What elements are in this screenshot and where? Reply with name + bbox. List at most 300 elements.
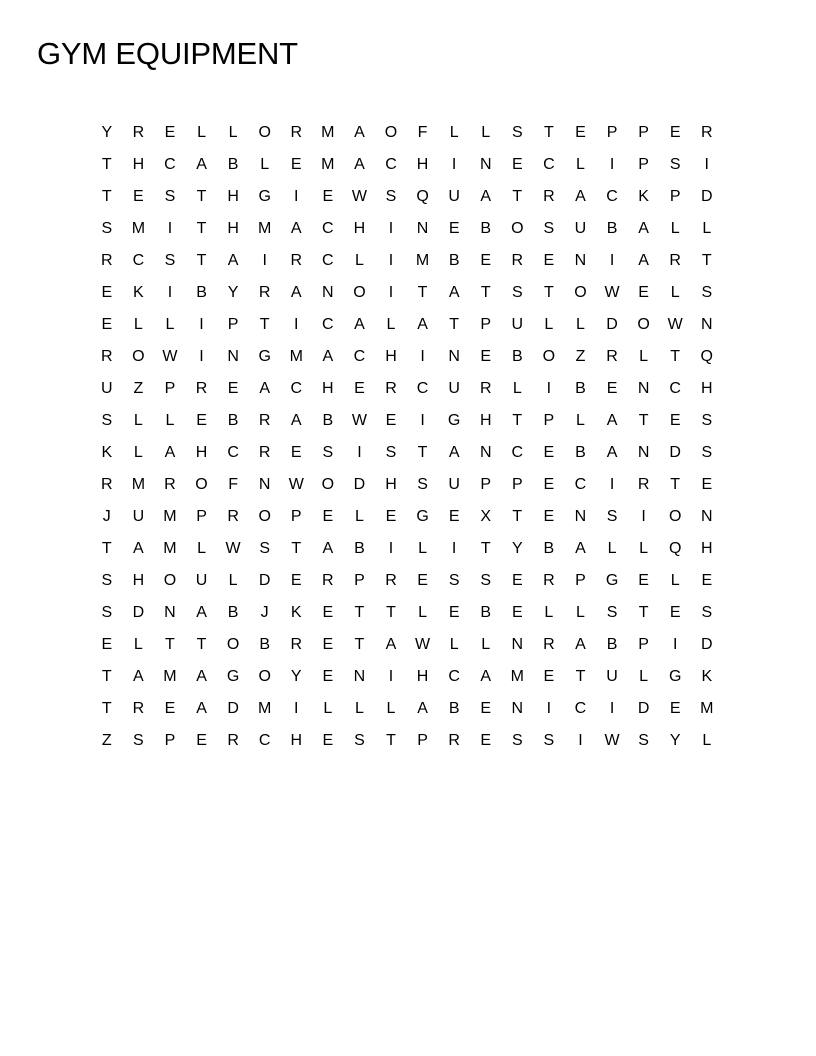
grid-letter: S	[101, 220, 113, 237]
grid-letter: S	[701, 444, 713, 461]
grid-letter: U	[606, 668, 618, 685]
grid-letter: L	[702, 220, 712, 237]
grid-letter: S	[164, 188, 176, 205]
grid-letter: L	[354, 252, 364, 269]
grid-letter: H	[385, 476, 397, 493]
grid-letter: T	[259, 316, 270, 333]
grid-letter: S	[511, 124, 523, 141]
grid-letter: T	[449, 316, 460, 333]
grid-letter: R	[606, 348, 618, 365]
grid-letter: C	[322, 316, 334, 333]
grid-letter: L	[639, 540, 649, 557]
grid-letter: B	[480, 220, 492, 237]
grid-letter: Z	[133, 380, 144, 397]
grid-letter: A	[606, 412, 618, 429]
grid-letter: N	[637, 380, 650, 397]
grid-letter: Y	[669, 732, 681, 749]
grid-letter: A	[133, 540, 144, 557]
grid-letter: M	[700, 700, 714, 717]
grid-letter: T	[512, 412, 523, 429]
grid-letter: E	[322, 508, 334, 525]
grid-letter: E	[543, 252, 555, 269]
grid-letter: C	[322, 220, 334, 237]
grid-letter: R	[227, 732, 239, 749]
grid-letter: S	[638, 732, 649, 749]
grid-letter: L	[576, 156, 585, 173]
grid-letter: E	[448, 220, 460, 237]
grid-letter: O	[574, 284, 587, 301]
grid-letter: N	[416, 220, 429, 237]
grid-letter: L	[133, 412, 143, 429]
grid-letter: G	[668, 668, 682, 685]
grid-letter: T	[480, 540, 491, 557]
grid-letter: R	[195, 380, 208, 397]
grid-letter: M	[289, 348, 303, 365]
grid-letter: T	[543, 124, 554, 141]
grid-letter: P	[638, 156, 649, 173]
grid-letter: L	[260, 156, 270, 173]
grid-letter: G	[416, 508, 429, 525]
grid-letter: S	[606, 604, 618, 621]
grid-letter: N	[574, 252, 587, 269]
grid-letter: A	[354, 316, 365, 333]
grid-letter: I	[357, 444, 362, 461]
grid-letter: R	[543, 636, 555, 653]
grid-letter: L	[133, 316, 143, 333]
grid-letter: L	[607, 540, 617, 557]
grid-letter: H	[416, 668, 429, 685]
grid-letter: P	[227, 316, 239, 333]
grid-letter: T	[101, 700, 112, 717]
grid-letter: P	[638, 636, 649, 653]
grid-letter: E	[669, 604, 681, 621]
grid-letter: L	[354, 700, 364, 717]
grid-letter: H	[353, 220, 366, 237]
grid-letter: I	[388, 220, 394, 237]
grid-letter: D	[669, 444, 681, 461]
grid-letter: C	[132, 252, 145, 269]
grid-letter: T	[386, 604, 396, 621]
grid-letter: A	[290, 220, 302, 237]
grid-letter: B	[606, 636, 618, 653]
grid-letter: A	[575, 636, 586, 653]
grid-letter: N	[322, 284, 334, 301]
grid-letter: I	[546, 380, 552, 397]
grid-letter: L	[133, 444, 143, 461]
grid-letter: B	[543, 540, 555, 557]
grid-letter: I	[704, 156, 709, 173]
grid-letter: Z	[101, 732, 112, 749]
grid-letter: I	[546, 700, 552, 717]
grid-letter: L	[670, 284, 680, 301]
grid-letter: I	[294, 700, 299, 717]
grid-letter: R	[385, 572, 397, 589]
grid-letter: I	[420, 412, 425, 429]
grid-letter: W	[351, 412, 367, 429]
grid-letter: S	[101, 572, 113, 589]
grid-letter: L	[481, 636, 491, 653]
grid-letter: R	[227, 508, 239, 525]
grid-letter: T	[512, 188, 523, 205]
grid-letter: R	[290, 252, 303, 269]
grid-letter: H	[385, 348, 397, 365]
grid-letter: E	[669, 700, 681, 717]
grid-letter: A	[196, 156, 207, 173]
grid-letter: L	[639, 668, 649, 685]
grid-letter: E	[669, 124, 681, 141]
grid-letter: S	[259, 540, 271, 557]
grid-letter: I	[167, 284, 173, 301]
grid-letter: Q	[700, 348, 713, 365]
grid-letter: K	[290, 604, 302, 621]
grid-letter: T	[196, 252, 207, 269]
grid-letter: E	[701, 572, 713, 589]
grid-letter: S	[164, 252, 176, 269]
grid-letter: B	[227, 156, 239, 173]
grid-letter: R	[669, 252, 681, 269]
grid-letter: E	[196, 412, 207, 429]
grid-letter: I	[451, 540, 457, 557]
grid-letter: L	[449, 124, 459, 141]
grid-letter: G	[605, 572, 619, 589]
grid-letter: E	[638, 572, 649, 589]
grid-letter: E	[322, 732, 334, 749]
grid-letter: D	[606, 316, 618, 333]
grid-letter: P	[164, 380, 176, 397]
grid-letter: P	[164, 732, 176, 749]
grid-letter: B	[322, 412, 334, 429]
grid-letter: U	[101, 380, 113, 397]
grid-letter: T	[670, 476, 681, 493]
grid-letter: O	[226, 636, 240, 653]
grid-letter: L	[639, 348, 649, 365]
grid-letter: H	[132, 156, 145, 173]
grid-letter: Y	[227, 284, 239, 301]
grid-letter: W	[604, 732, 620, 749]
grid-letter: E	[480, 252, 492, 269]
grid-letter: L	[386, 700, 396, 717]
grid-letter: E	[290, 572, 302, 589]
grid-letter: Y	[101, 124, 113, 141]
grid-letter: R	[101, 252, 113, 269]
grid-letter: H	[195, 444, 208, 461]
grid-letter: H	[227, 188, 239, 205]
grid-letter: E	[290, 156, 302, 173]
grid-letter: R	[132, 700, 145, 717]
grid-letter: E	[133, 188, 144, 205]
grid-letter: T	[480, 284, 491, 301]
grid-letter: I	[294, 188, 299, 205]
grid-letter: E	[385, 412, 397, 429]
grid-letter: L	[165, 316, 175, 333]
grid-letter: A	[196, 668, 207, 685]
grid-letter: R	[322, 572, 334, 589]
grid-letter: A	[448, 444, 460, 461]
grid-letter: U	[132, 508, 145, 525]
grid-letter: O	[542, 348, 556, 365]
grid-letter: P	[480, 476, 492, 493]
grid-letter: M	[258, 220, 272, 237]
grid-letter: B	[575, 380, 586, 397]
grid-letter: Z	[575, 348, 586, 365]
grid-letter: C	[385, 156, 397, 173]
grid-letter: C	[353, 348, 366, 365]
grid-letter: O	[637, 316, 650, 333]
grid-letter: N	[353, 668, 366, 685]
grid-letter: A	[480, 668, 492, 685]
grid-letter: I	[609, 700, 615, 717]
grid-letter: D	[700, 188, 713, 205]
grid-letter: P	[417, 732, 428, 749]
grid-letter: T	[101, 156, 112, 173]
grid-letter: S	[385, 188, 397, 205]
grid-letter: G	[258, 188, 271, 205]
grid-letter: L	[354, 508, 364, 525]
grid-letter: G	[226, 668, 240, 685]
grid-letter: I	[609, 476, 615, 493]
grid-letter: L	[576, 316, 585, 333]
grid-letter: N	[448, 348, 460, 365]
grid-letter: A	[322, 540, 334, 557]
grid-letter: R	[258, 284, 271, 301]
grid-letter: L	[449, 636, 459, 653]
grid-letter: E	[322, 636, 334, 653]
grid-letter: L	[670, 220, 680, 237]
grid-letter: T	[575, 668, 586, 685]
grid-letter: C	[543, 156, 555, 173]
grid-letter: P	[354, 572, 365, 589]
grid-letter: U	[574, 220, 587, 237]
grid-letter: K	[101, 444, 113, 461]
grid-letter: B	[480, 604, 492, 621]
grid-letter: M	[510, 668, 524, 685]
grid-letter: H	[700, 380, 713, 397]
grid-letter: E	[575, 124, 586, 141]
grid-letter: T	[101, 188, 112, 205]
grid-letter: F	[417, 124, 428, 141]
grid-letter: D	[132, 604, 145, 621]
grid-letter: I	[420, 348, 425, 365]
grid-letter: S	[322, 444, 334, 461]
grid-letter: B	[227, 604, 239, 621]
grid-letter: C	[574, 476, 587, 493]
grid-letter: O	[321, 476, 335, 493]
grid-letter: E	[448, 604, 460, 621]
grid-letter: S	[385, 444, 397, 461]
grid-letter: R	[543, 572, 555, 589]
grid-letter: Q	[668, 540, 682, 557]
grid-letter: R	[132, 124, 145, 141]
grid-letter: B	[448, 252, 460, 269]
grid-letter: K	[133, 284, 144, 301]
grid-letter: N	[637, 444, 650, 461]
grid-letter: I	[262, 252, 267, 269]
grid-letter: T	[196, 188, 207, 205]
grid-letter: T	[512, 508, 523, 525]
grid-letter: H	[132, 572, 145, 589]
grid-letter: S	[417, 476, 428, 493]
grid-letter: N	[479, 444, 492, 461]
grid-letter: I	[672, 636, 678, 653]
grid-letter: B	[448, 700, 460, 717]
grid-letter: T	[196, 220, 207, 237]
grid-letter: E	[322, 604, 334, 621]
grid-letter: A	[417, 700, 428, 717]
grid-letter: R	[385, 380, 397, 397]
grid-letter: P	[290, 508, 302, 525]
grid-letter: A	[196, 700, 207, 717]
grid-letter: P	[575, 572, 586, 589]
grid-letter: A	[259, 380, 271, 397]
grid-letter: R	[448, 732, 460, 749]
grid-letter: W	[162, 348, 178, 365]
grid-letter: E	[543, 476, 555, 493]
grid-letter: C	[511, 444, 524, 461]
grid-letter: A	[480, 188, 492, 205]
grid-letter: E	[511, 572, 523, 589]
grid-letter: T	[386, 732, 396, 749]
grid-letter: E	[196, 732, 207, 749]
grid-letter: A	[290, 284, 302, 301]
grid-letter: D	[700, 636, 713, 653]
grid-letter: L	[197, 124, 206, 141]
grid-letter: T	[638, 412, 649, 429]
grid-letter: E	[511, 604, 523, 621]
grid-letter: H	[416, 156, 429, 173]
grid-letter: P	[511, 476, 523, 493]
grid-letter: A	[448, 284, 460, 301]
grid-letter: L	[544, 604, 554, 621]
grid-letter: E	[164, 700, 176, 717]
grid-letter: E	[101, 636, 113, 653]
grid-letter: D	[637, 700, 650, 717]
grid-letter: A	[354, 156, 365, 173]
grid-letter: B	[259, 636, 271, 653]
grid-letter: E	[417, 572, 428, 589]
grid-letter: T	[101, 540, 112, 557]
grid-letter: I	[167, 220, 173, 237]
grid-letter: G	[447, 412, 461, 429]
grid-letter: A	[575, 188, 586, 205]
grid-letter: E	[322, 668, 334, 685]
grid-letter: Y	[290, 668, 302, 685]
grid-letter: I	[641, 508, 646, 525]
grid-letter: A	[290, 412, 302, 429]
grid-letter: L	[481, 124, 491, 141]
grid-letter: I	[609, 156, 615, 173]
grid-letter: S	[354, 732, 365, 749]
grid-letter: E	[448, 508, 460, 525]
grid-letter: D	[258, 572, 271, 589]
grid-letter: O	[511, 220, 524, 237]
grid-letter: L	[197, 540, 206, 557]
grid-letter: O	[258, 124, 271, 141]
grid-letter: E	[480, 700, 492, 717]
grid-letter: R	[511, 252, 524, 269]
grid-letter: A	[638, 252, 649, 269]
grid-letter: R	[543, 188, 555, 205]
grid-letter: I	[578, 732, 583, 749]
grid-letter: B	[575, 444, 586, 461]
grid-letter: E	[606, 380, 618, 397]
grid-letter: L	[323, 700, 333, 717]
grid-letter: N	[700, 508, 713, 525]
grid-letter: H	[290, 732, 303, 749]
grid-letter: O	[258, 668, 271, 685]
grid-letter: A	[575, 540, 586, 557]
word-search-grid	[91, 117, 723, 757]
grid-letter: L	[670, 572, 680, 589]
grid-letter: M	[163, 540, 177, 557]
grid-letter: S	[511, 732, 523, 749]
grid-letter: I	[199, 348, 204, 365]
grid-letter: C	[448, 668, 460, 685]
grid-letter: S	[701, 604, 713, 621]
grid-letter: E	[101, 284, 113, 301]
grid-letter: C	[322, 252, 334, 269]
grid-letter: C	[258, 732, 271, 749]
grid-letter: S	[101, 412, 113, 429]
grid-letter: T	[543, 284, 554, 301]
grid-letter: S	[480, 572, 492, 589]
grid-letter: C	[574, 700, 587, 717]
grid-letter: E	[480, 348, 492, 365]
grid-letter: R	[258, 412, 271, 429]
grid-letter: S	[701, 412, 713, 429]
grid-letter: I	[388, 668, 394, 685]
grid-letter: P	[480, 316, 492, 333]
grid-letter: S	[101, 604, 113, 621]
grid-letter: E	[543, 508, 555, 525]
grid-letter: O	[163, 572, 177, 589]
grid-letter: T	[196, 636, 207, 653]
grid-letter: J	[102, 508, 111, 525]
grid-letter: M	[321, 124, 335, 141]
grid-letter: L	[702, 732, 712, 749]
grid-letter: U	[448, 476, 460, 493]
grid-letter: B	[227, 412, 239, 429]
grid-letter: L	[165, 412, 175, 429]
grid-letter: M	[131, 220, 146, 237]
grid-letter: A	[606, 444, 618, 461]
grid-letter: T	[638, 604, 649, 621]
grid-letter: L	[544, 316, 554, 333]
grid-letter: E	[227, 380, 239, 397]
grid-letter: T	[354, 636, 365, 653]
grid-letter: A	[354, 124, 365, 141]
grid-letter: S	[543, 732, 555, 749]
grid-letter: R	[101, 476, 113, 493]
grid-letter: C	[669, 380, 681, 397]
grid-letter: M	[258, 700, 272, 717]
grid-letter: E	[638, 284, 649, 301]
grid-letter: X	[480, 508, 492, 525]
grid-letter: B	[606, 220, 618, 237]
grid-letter: C	[164, 156, 176, 173]
grid-letter: A	[322, 348, 334, 365]
grid-letter: S	[511, 284, 523, 301]
grid-letter: N	[511, 636, 524, 653]
grid-letter: D	[353, 476, 366, 493]
grid-letter: D	[227, 700, 239, 717]
grid-letter: O	[668, 508, 682, 525]
grid-letter: E	[290, 444, 302, 461]
grid-letter: U	[448, 380, 460, 397]
grid-letter: S	[543, 220, 555, 237]
grid-letter: T	[417, 284, 428, 301]
grid-letter: U	[511, 316, 524, 333]
grid-letter: S	[448, 572, 460, 589]
